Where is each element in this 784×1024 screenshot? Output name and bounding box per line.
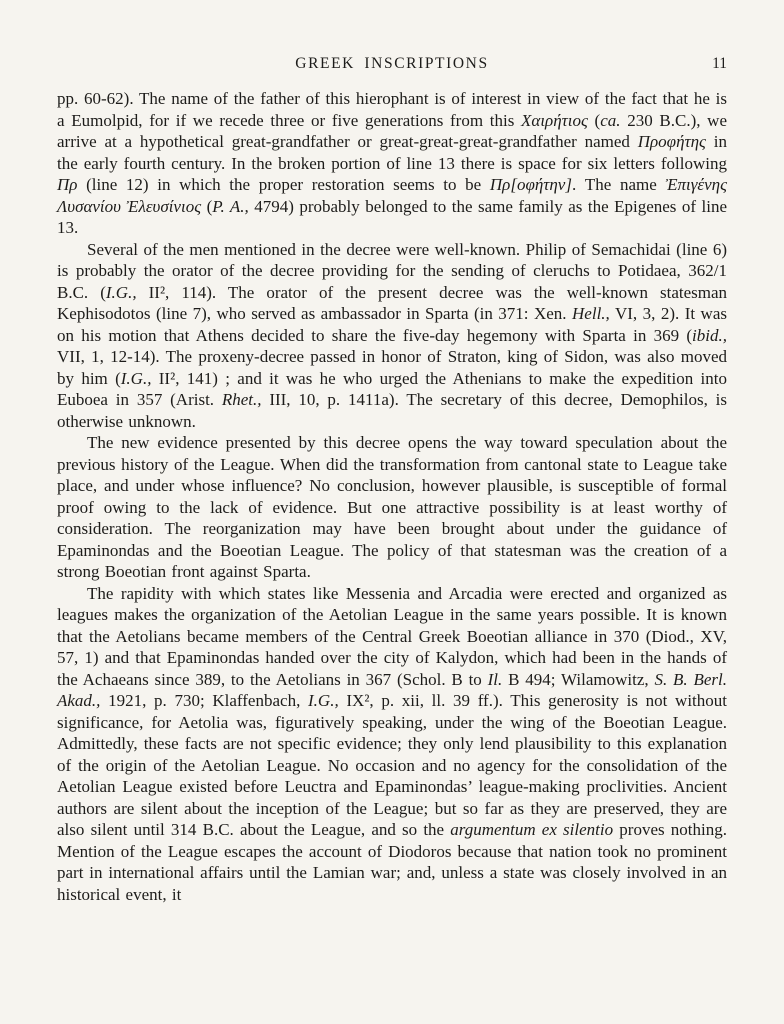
text-run: B 494; Wilamowitz, [502, 669, 655, 689]
italic-text-run: ibid., [692, 325, 727, 345]
text-run: 230 B.C.), we arrive at a hypothetical great-grandfather or great-great-great-grandfather named [57, 110, 727, 151]
italic-text-run: Hell., [572, 304, 610, 323]
italic-text-run: Πρ[οφήτην] [489, 175, 572, 194]
italic-text-run: I.G., [105, 282, 137, 302]
page-header [57, 55, 727, 77]
paragraph [57, 583, 727, 906]
italic-text-run: I.G., [308, 691, 339, 710]
italic-text-run: Rhet., [221, 390, 262, 409]
italic-text-run: P. A., [212, 196, 249, 216]
paragraph [57, 432, 727, 583]
italic-text-run: Πρ [57, 175, 78, 194]
text-run: IX², p. xii, ll. 39 ff.). This generosity is not without significance, for Aetolia was, figuratively speaking, under the wing of the Boeotian League. Admittedly, these facts are not specific evidence; they only lend plausibility to this explanation of the origin of the Aetolian League. No occasion and no agency for the consolidation of the Aetolian League existed before Leuctra and Epaminondas’ league-making proclivities. Ancient authors are silent about the inception of the League; but so far as they are preserved, they are also silent until 314 B.C. about the League, and so the [57, 691, 727, 839]
paragraph [57, 239, 727, 433]
scanned-page [57, 0, 727, 905]
text-run: 4794) probably belonged to the same family as the Epigenes of line 13. [57, 196, 728, 237]
text-run: in the early fourth century. In the broken portion of line 13 there is space for six letters following [57, 132, 727, 173]
text-run: ( [587, 110, 601, 130]
italic-text-run: Προφήτης [637, 132, 706, 151]
text-run: III, 10, p. 1411a). The secretary of this decree, Demophilos, is otherwise unknown. [57, 390, 727, 431]
italic-text-run: Χαιρήτιος [521, 110, 588, 130]
body-text [57, 88, 727, 905]
text-run: (line 12) in which the proper restoration seems to be [77, 175, 490, 194]
italic-text-run: Ἐπιγένης Λυσανίου Ἐλευσίνιος [57, 175, 727, 216]
text-run: . The name [571, 175, 666, 194]
text-run: Several of the men mentioned in the decree were well-known. Philip of Semachidai (line 6) is probably the orator of the decree providing for the sending of cleruchs to Potidaea, 362/1 B.C. ( [57, 239, 727, 302]
italic-text-run: argumentum ex silentio [450, 820, 614, 839]
text-run: VI, 3, 2). It was on his motion that Athens decided to share the five-day hegemony with Sparta in 369 ( [57, 304, 727, 345]
italic-text-run: S. B. Berl. Akad., [57, 669, 728, 710]
text-run: The rapidity with which states like Messenia and Arcadia were erected and organized as leagues makes the organization of the Aetolian League in the same years possible. It is known that the Aetolians became members of the Central Greek Boeotian alliance in 370 (Diod., XV, 57, 1) and that Epaminondas handed over the city of Kalydon, which had been in the hands of the Achaeans since 389, to the Aetolians in 367 (Schol. B to [57, 583, 727, 689]
paragraph [57, 88, 727, 239]
italic-text-run: Il. [487, 669, 503, 689]
text-run: pp. 60-62). The name of the father of this hierophant is of interest in view of the fact that he is a Eumolpid, for if we recede three or five generations from this [57, 89, 727, 130]
page-number: 11 [712, 55, 727, 72]
text-run: proves nothing. Mention of the League escapes the account of Diodoros because that nation took no prominent part in international affairs until the Lamian war; and, unless a state was closely involved in an historical event, it [57, 820, 727, 904]
running-title: GREEK INSCRIPTIONS [295, 55, 489, 72]
text-run: ( [201, 196, 213, 216]
italic-text-run: I.G., [120, 368, 152, 388]
text-run: II², 114). The orator of the present decree was the well-known statesman Kephisodotos (line 7), who served as ambassador in Sparta (in 371: Xen. [57, 282, 728, 323]
text-run: II², 141) ; and it was he who urged the Athenians to make the expedition into Euboea in 357 (Arist. [57, 368, 727, 409]
text-run: 1921, p. 730; Klaffenbach, [100, 691, 308, 710]
text-run: VII, 1, 12-14). The proxeny-decree passed in honor of Straton, king of Sidon, was also moved by him ( [57, 347, 727, 388]
text-run: The new evidence presented by this decree opens the way toward speculation about the previous history of the League. When did the transformation from cantonal state to League take place, and under whose influence? No conclusion, however plausible, is susceptible of formal proof owing to the lack of evidence. But one attractive possibility is at least worthy of consideration. The reorganization may have been brought about under the guidance of Epaminondas and the Boeotian League. The policy of that statesman was the creation of a strong Boeotian front against Sparta. [57, 433, 727, 581]
italic-text-run: ca. [600, 110, 621, 130]
